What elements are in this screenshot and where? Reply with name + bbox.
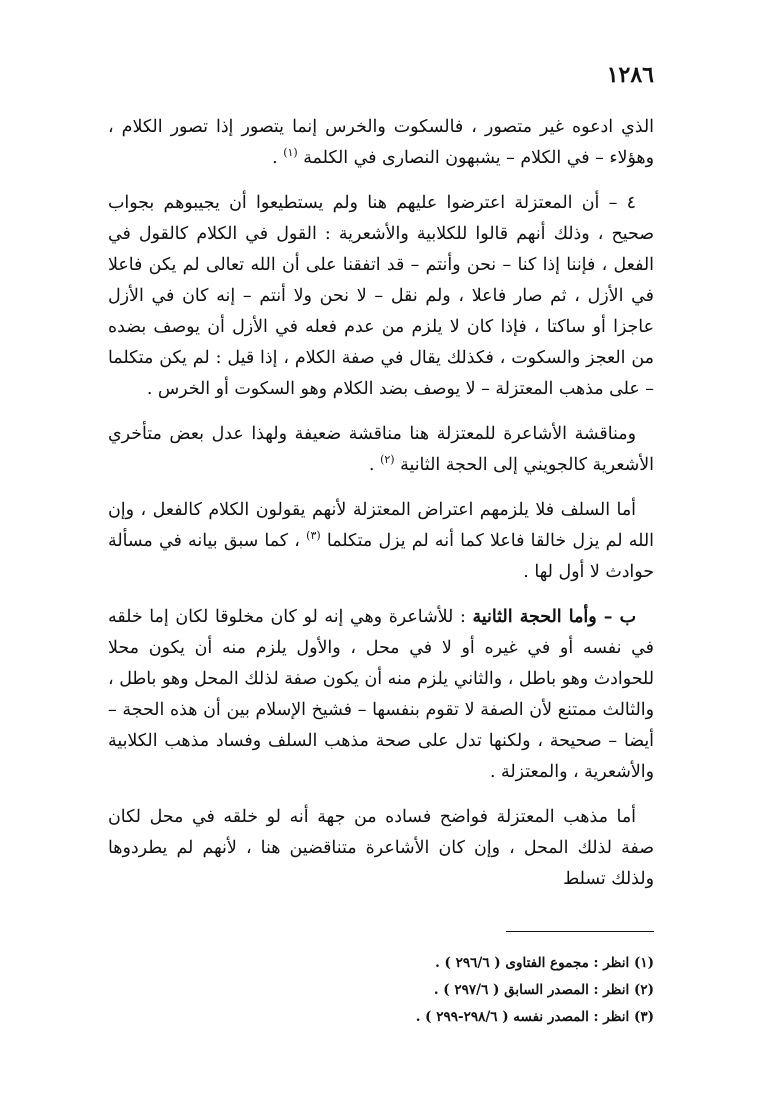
paragraph-text: . [369,455,381,475]
paragraph-text: : للأشاعرة وهي إنه لو كان مخلوقا لكان إما خلقه في نفسه أو في غيره أو لا في محل ، والأول يلزم منه أن يكون محلا للحوادث وهو باطل ، والثاني يلزم منه أن يكون صفة لذلك المحل وهو باطل ، والثالث ممتنع لأن الصفة لا تقوم بنفسها – فشيخ الإسلام بين أن هذه الحجة – أيضا – صحيحة ، ولكنها تدل على صحة مذهب السلف وفساد مذهب الكلابية والأشعرية ، والمعتزلة . [108,607,654,782]
paragraph [108,495,654,588]
page-number: ١٢٨٦ [606,62,654,88]
paragraph-text: ، كما سبق بيانه في مسألة حوادث لا أول لها . [108,531,654,582]
footnote: (٢) انظر : المصدر السابق ( ٢٩٧/٦ ) . [433,982,654,998]
paragraph [108,112,654,174]
paragraph-text: الذي ادعوه غير متصور ، فالسكوت والخرس إنما يتصور إذا تصور الكلام ، وهؤلاء – في الكلام – يشبهون النصارى في الكلمة [108,117,654,168]
paragraph [108,188,654,405]
paragraph [108,419,654,481]
footnote-marker: (١) [283,146,298,160]
paragraph-text: ٤ – أن المعتزلة اعترضوا عليهم هنا ولم يستطيعوا أن يجيبوهم بجواب صحيح ، وذلك أنهم قالوا للكلابية والأشعرية : القول في الكلام كالقول في الفعل ، فإننا إذا كنا – نحن وأنتم – قد اتفقنا على أن الله تعالى لم يكن فاعلا في الأزل ، ثم صار فاعلا ، ولم نقل – لا نحن ولا أنتم – إنه كان في الأزل عاجزا أو ساكتا ، فإذا كان لا يلزم من عدم فعله في الأزل أن يوصف بضده من العجز والسكوت ، فكذلك يقال في صفة الكلام ، إذا قيل : لم يكن متكلما – على مذهب المعتزلة – لا يوصف بضد الكلام وهو السكوت أو الخرس . [108,193,654,399]
footnote-marker: (٢) [380,453,395,467]
paragraph-text: . [272,148,284,168]
footnote: (٣) انظر : المصدر نفسه ( ٢٩٨/٦-٢٩٩ ) . [415,1009,654,1025]
section-heading: ب – وأما الحجة الثانية [472,607,636,627]
footnotes [108,950,654,1031]
footnote: (١) انظر : مجموع الفتاوى ( ٢٩٦/٦ ) . [435,955,654,971]
paragraph-text: أما مذهب المعتزلة فواضح فساده من جهة أنه لو خلقه في محل لكان صفة لذلك المحل ، وإن كان الأشاعرة متناقضين هنا ، لأنهم لم يطردوها ولذلك تسلط [108,807,654,889]
footnote-divider [506,931,654,932]
paragraph-text: ومناقشة الأشاعرة للمعتزلة هنا مناقشة ضعيفة ولهذا عدل بعض متأخري الأشعرية كالجويني إلى الحجة الثانية [108,424,654,475]
paragraph [108,602,654,788]
paragraph-text: أما السلف فلا يلزمهم اعتراض المعتزلة لأنهم يقولون الكلام كالفعل ، وإن الله لم يزل خالقا فاعلا كما أنه لم يزل متكلما [108,500,654,551]
paragraph [108,802,654,895]
main-text [108,112,654,909]
footnote-marker: (٣) [306,529,321,543]
